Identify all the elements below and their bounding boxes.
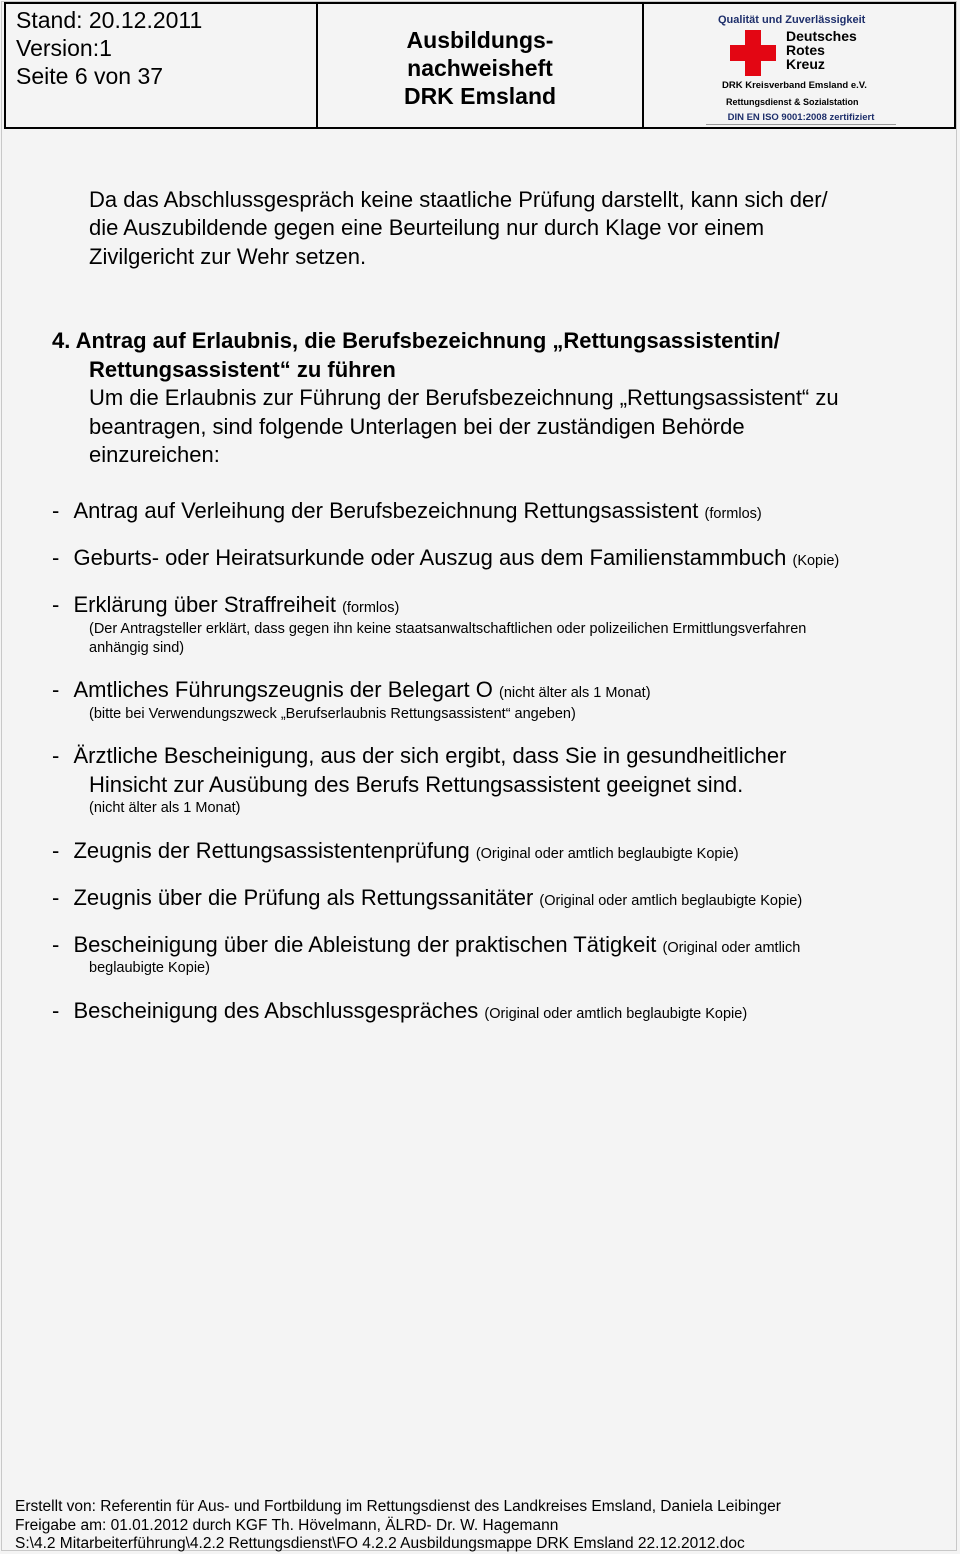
section4-heading-line2: Rettungsassistent“ zu führen xyxy=(89,357,396,382)
logo-tagline: Qualität und Zuverlässigkeit xyxy=(718,14,866,26)
logo-iso-certification: DIN EN ISO 9001:2008 zertifiziert xyxy=(706,112,896,125)
list-item xyxy=(52,884,802,916)
list-item-note: (formlos) xyxy=(342,600,400,616)
list-item-subnote: (bitte bei Verwendungszweck „Berufserlaubnis Rettungsassistent“ angeben) xyxy=(89,706,576,722)
section4-body-line3: einzureichen: xyxy=(89,442,220,467)
list-item xyxy=(52,544,839,576)
list-item xyxy=(52,837,739,869)
stand-date: Stand: 20.12.2011 xyxy=(16,7,203,33)
list-item-note: (Original oder amtlich beglaubigte Kopie) xyxy=(539,893,803,909)
intro-line3: Zivilgericht zur Wehr setzen. xyxy=(89,244,367,269)
list-item xyxy=(52,497,762,529)
logo-name: Deutsches Rotes Kreuz xyxy=(786,28,857,72)
footer-created-by: Erstellt von: Referentin für Aus- und Fortbildung im Rettungsdienst des Landkreises Emsland, Daniela Leibinger xyxy=(15,1498,781,1515)
footer-release: Freigabe am: 01.01.2012 durch KGF Th. Hövelmann, ÄLRD- Dr. W. Hagemann xyxy=(15,1517,559,1534)
doc-title-line2: nachweisheft xyxy=(407,54,553,81)
list-item-text: Bescheinigung des Abschlussgespräches xyxy=(73,998,479,1023)
list-item-subnote: (nicht älter als 1 Monat) xyxy=(89,800,241,816)
logo-unit: Rettungsdienst & Sozialstation xyxy=(726,97,859,107)
list-dash: - xyxy=(52,545,60,570)
list-item-text-line2: Hinsicht zur Ausübung des Berufs Rettungsassistent geeignet sind. xyxy=(89,772,744,797)
list-item-subnote: anhängig sind) xyxy=(89,640,185,656)
list-dash: - xyxy=(52,932,60,957)
doc-title-line3: DRK Emsland xyxy=(403,82,557,109)
header-logo-cell xyxy=(644,4,954,127)
list-item-note: (Original oder amtlich xyxy=(662,940,801,956)
page-number: Seite 6 von 37 xyxy=(16,63,164,89)
list-dash: - xyxy=(52,498,60,523)
list-item xyxy=(52,931,800,963)
header-meta-cell xyxy=(6,4,318,127)
doc-title-line1: Ausbildungs- xyxy=(406,26,554,53)
list-item-text: Erklärung über Straffreiheit xyxy=(73,592,336,617)
list-dash: - xyxy=(52,838,60,863)
section4-heading-line1: 4. Antrag auf Erlaubnis, die Berufsbezeichnung „Rettungsassistentin/ xyxy=(52,328,780,353)
list-item-note: (Original oder amtlich beglaubigte Kopie) xyxy=(484,1006,748,1022)
list-item-note: (nicht älter als 1 Monat) xyxy=(499,685,651,701)
logo-org: DRK Kreisverband Emsland e.V. xyxy=(722,80,867,91)
list-dash: - xyxy=(52,885,60,910)
section4-body-line1: Um die Erlaubnis zur Führung der Berufsbezeichnung „Rettungsassistent“ zu xyxy=(89,385,839,410)
list-item xyxy=(52,591,399,623)
list-item-text: Antrag auf Verleihung der Berufsbezeichnung Rettungsassistent xyxy=(73,498,699,523)
list-item xyxy=(52,676,651,708)
version: Version:1 xyxy=(16,35,112,61)
list-item-note: (formlos) xyxy=(704,506,762,522)
intro-line1: Da das Abschlussgespräch keine staatliche Prüfung darstellt, kann sich der/ xyxy=(89,187,828,212)
list-item-text: Zeugnis über die Prüfung als Rettungssanitäter xyxy=(73,885,534,910)
list-item xyxy=(52,997,747,1029)
list-item xyxy=(52,742,786,771)
header-title-cell xyxy=(318,4,644,127)
section4-body-line2: beantragen, sind folgende Unterlagen bei der zuständigen Behörde xyxy=(89,414,745,439)
list-dash: - xyxy=(52,592,60,617)
list-dash: - xyxy=(52,998,60,1023)
list-item-text: Bescheinigung über die Ableistung der praktischen Tätigkeit xyxy=(73,932,657,957)
intro-line2: die Auszubildende gegen eine Beurteilung nur durch Klage vor einem xyxy=(89,215,765,240)
list-item-subnote: (Der Antragsteller erklärt, dass gegen ihn keine staatsanwaltschaftlichen oder polizeilichen Ermittlungsverfahren xyxy=(89,621,807,637)
list-item-text: Amtliches Führungszeugnis der Belegart O xyxy=(73,677,493,702)
list-item-note: (Original oder amtlich beglaubigte Kopie) xyxy=(475,846,739,862)
list-item-text: Zeugnis der Rettungsassistentenprüfung xyxy=(73,838,470,863)
list-item-note: (Kopie) xyxy=(792,553,840,569)
list-item-text: Ärztliche Bescheinigung, aus der sich ergibt, dass Sie in gesundheitlicher xyxy=(73,743,787,768)
list-dash: - xyxy=(52,677,60,702)
footer-file-path: S:\4.2 Mitarbeiterführung\4.2.2 Rettungsdienst\FO 4.2.2 Ausbildungsmappe DRK Emsland 22.12.2012.doc xyxy=(15,1535,745,1552)
document-header xyxy=(4,2,956,129)
list-item-subnote: beglaubigte Kopie) xyxy=(89,960,210,976)
list-dash: - xyxy=(52,743,60,768)
list-item-text: Geburts- oder Heiratsurkunde oder Auszug aus dem Familienstammbuch xyxy=(73,545,787,570)
red-cross-icon xyxy=(730,30,776,76)
